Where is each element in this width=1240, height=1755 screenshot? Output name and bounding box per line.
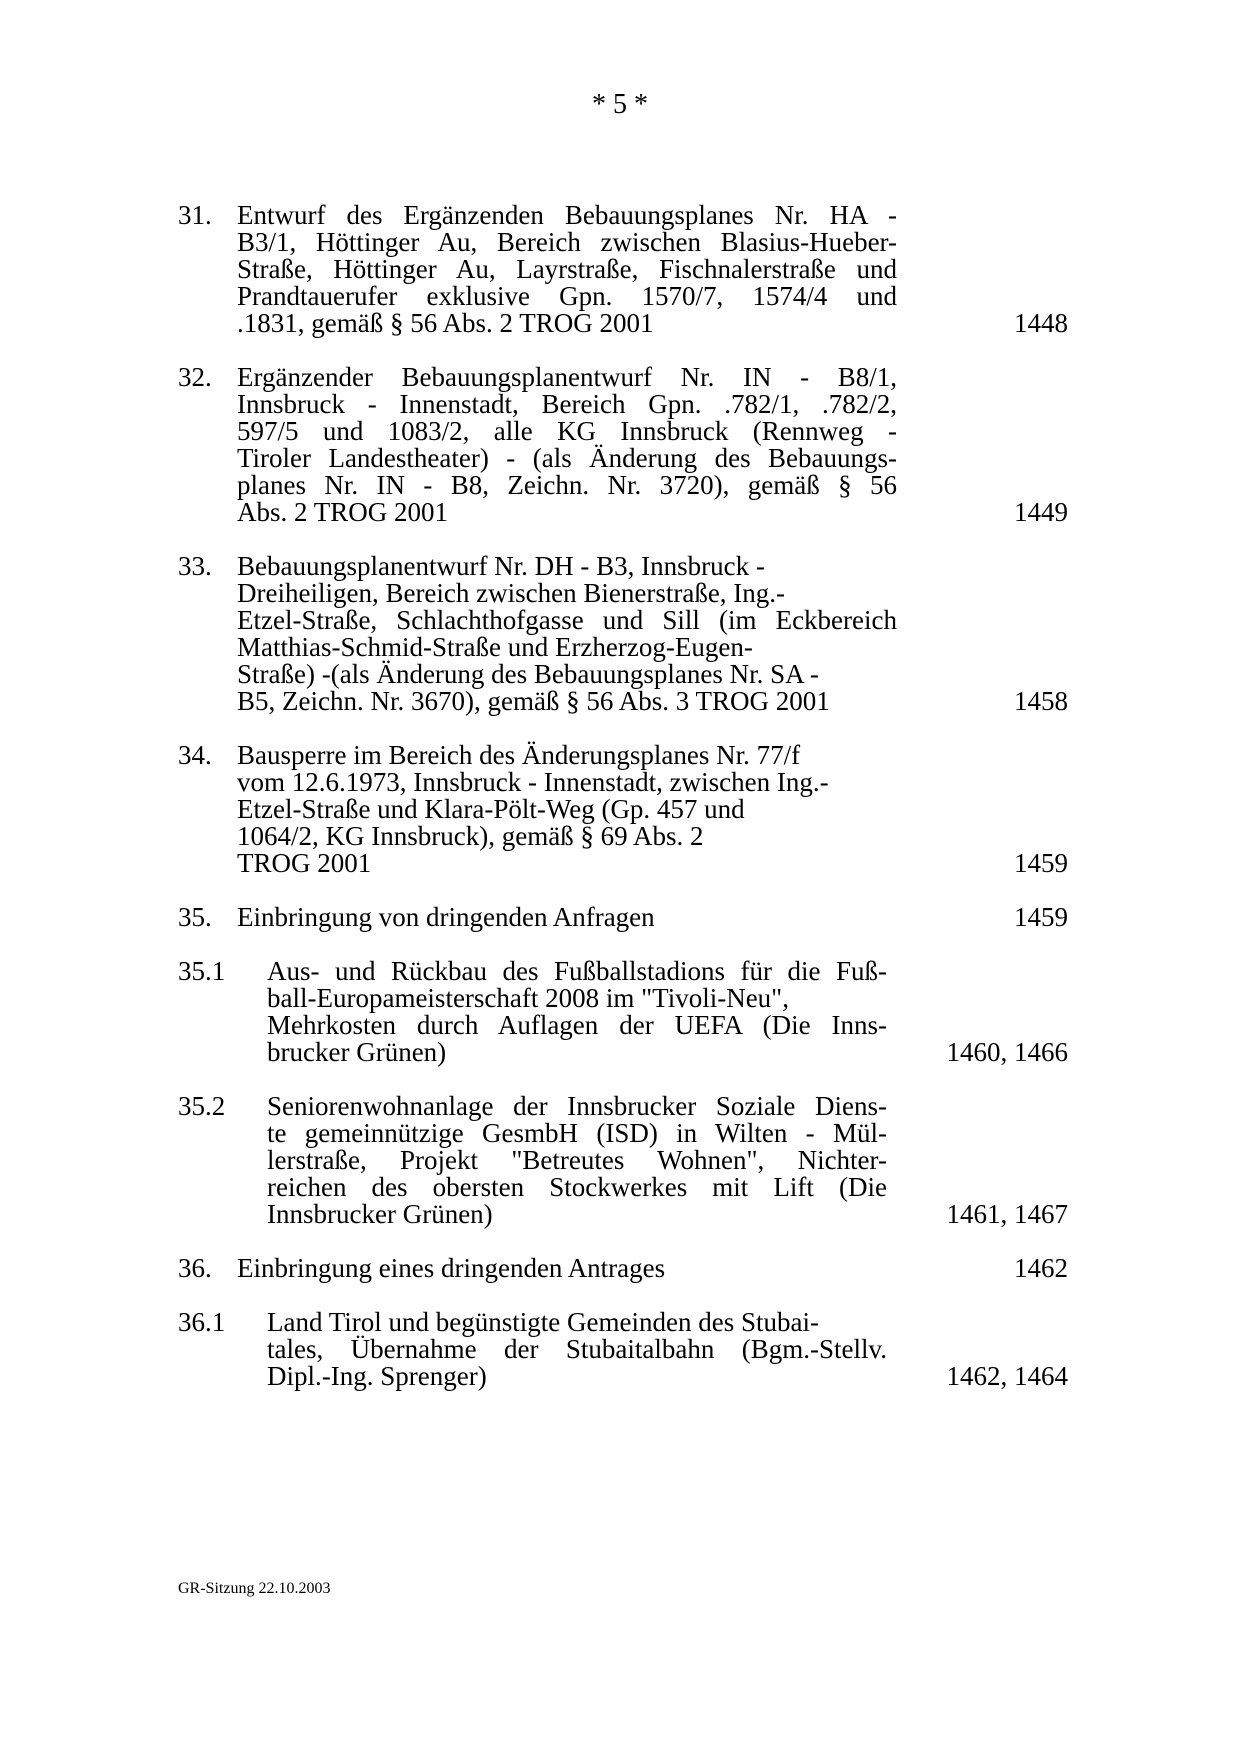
toc-entry-35-1 (178, 958, 1068, 1066)
page-reference: 1459 (1014, 902, 1068, 932)
entry-number: 36.1 (178, 1307, 226, 1337)
entry-line: Bausperre im Bereich des Änderungsplanes Nr. 77/f (237, 740, 801, 770)
entry-text (237, 202, 1067, 337)
entry-number: 32. (178, 362, 212, 392)
entry-line: Innsbruck - Innenstadt, Bereich Gpn. .782/1, .782/2, (237, 389, 897, 419)
entry-line: Innsbrucker Grünen) (267, 1199, 493, 1229)
table-of-contents (178, 202, 1068, 1417)
page-reference: 1458 (1014, 686, 1068, 716)
entry-text (237, 904, 1067, 931)
entry-line: reichen des obersten Stockwerkes mit Lift (Die (267, 1172, 887, 1202)
entry-line: 597/5 und 1083/2, alle KG Innsbruck (Rennweg - (237, 416, 897, 446)
entry-line: Abs. 2 TROG 2001 (237, 497, 449, 527)
entry-text (237, 742, 1067, 877)
entry-line: Etzel-Straße, Schlachthofgasse und Sill (im Eckbereich (237, 605, 897, 635)
page-reference: 1448 (1014, 308, 1068, 338)
page-reference: 1462 (1014, 1253, 1068, 1283)
entry-line: Straße, Höttinger Au, Layrstraße, Fischnalerstraße und (237, 254, 897, 284)
entry-line: Einbringung eines dringenden Antrages (237, 1253, 666, 1283)
toc-entry-33 (178, 553, 1068, 715)
entry-number: 34. (178, 740, 212, 770)
entry-text (237, 1255, 1067, 1282)
entry-line: Mehrkosten durch Auflagen der UEFA (Die Inns- (267, 1010, 887, 1040)
footer-session-date: GR-Sitzung 22.10.2003 (178, 1580, 331, 1597)
toc-entry-31 (178, 202, 1068, 337)
page-number: * 5 * (592, 89, 648, 120)
entry-line: Aus- und Rückbau des Fußballstadions für die Fuß- (267, 956, 887, 986)
entry-line: Seniorenwohnanlage der Innsbrucker Soziale Diens- (267, 1091, 887, 1121)
entry-line: Dreiheiligen, Bereich zwischen Bienerstraße, Ing.- (237, 578, 786, 608)
entry-number: 35.2 (178, 1091, 226, 1121)
entry-line: planes Nr. IN - B8, Zeichn. Nr. 3720), gemäß § 56 (237, 470, 897, 500)
page-reference: 1462, 1464 (946, 1361, 1068, 1391)
entry-line: lerstraße, Projekt "Betreutes Wohnen", Nichter- (267, 1145, 887, 1175)
page-reference: 1461, 1467 (946, 1199, 1068, 1229)
page-reference: 1449 (1014, 497, 1068, 527)
entry-line: Prandtauerufer exklusive Gpn. 1570/7, 1574/4 und (237, 281, 897, 311)
toc-entry-36 (178, 1255, 1068, 1282)
toc-entry-35 (178, 904, 1068, 931)
page-reference: 1460, 1466 (946, 1037, 1068, 1067)
entry-line: B5, Zeichn. Nr. 3670), gemäß § 56 Abs. 3 TROG 2001 (237, 686, 830, 716)
entry-line: TROG 2001 (237, 848, 372, 878)
entry-line: Entwurf des Ergänzenden Bebauungsplanes Nr. HA - (237, 200, 897, 230)
entry-line: tales, Übernahme der Stubaitalbahn (Bgm.-Stellv. (267, 1334, 887, 1364)
toc-entry-36-1 (178, 1309, 1068, 1390)
entry-text (237, 364, 1067, 526)
entry-line: .1831, gemäß § 56 Abs. 2 TROG 2001 (237, 308, 654, 338)
entry-text (237, 553, 1067, 715)
entry-line: Etzel-Straße und Klara-Pölt-Weg (Gp. 457 und (237, 794, 745, 824)
entry-line: Tiroler Landestheater) - (als Änderung des Bebauungs- (237, 443, 897, 473)
entry-line: Bebauungsplanentwurf Nr. DH - B3, Innsbruck - (237, 551, 765, 581)
entry-line: vom 12.6.1973, Innsbruck - Innenstadt, zwischen Ing.- (237, 767, 829, 797)
entry-line: Dipl.-Ing. Sprenger) (267, 1361, 487, 1391)
entry-line: 1064/2, KG Innsbruck), gemäß § 69 Abs. 2 (237, 821, 704, 851)
entry-line: Land Tirol und begünstigte Gemeinden des Stubai- (267, 1307, 819, 1337)
entry-number: 36. (178, 1253, 212, 1283)
entry-line: Ergänzender Bebauungsplanentwurf Nr. IN - B8/1, (237, 362, 897, 392)
toc-entry-34 (178, 742, 1068, 877)
entry-number: 33. (178, 551, 212, 581)
entry-line: Matthias-Schmid-Straße und Erzherzog-Eugen- (237, 632, 753, 662)
entry-number: 31. (178, 200, 212, 230)
entry-line: ball-Europameisterschaft 2008 im "Tivoli-Neu", (267, 983, 789, 1013)
toc-entry-32 (178, 364, 1068, 526)
entry-line: B3/1, Höttinger Au, Bereich zwischen Blasius-Hueber- (237, 227, 897, 257)
toc-entry-35-2 (178, 1093, 1068, 1228)
entry-line: Straße) -(als Änderung des Bebauungsplanes Nr. SA - (237, 659, 819, 689)
entry-number: 35. (178, 902, 212, 932)
entry-line: Einbringung von dringenden Anfragen (237, 902, 655, 932)
page-reference: 1459 (1014, 848, 1068, 878)
entry-line: brucker Grünen) (267, 1037, 447, 1067)
entry-number: 35.1 (178, 956, 226, 986)
entry-line: te gemeinnützige GesmbH (ISD) in Wilten - Mül- (267, 1118, 887, 1148)
